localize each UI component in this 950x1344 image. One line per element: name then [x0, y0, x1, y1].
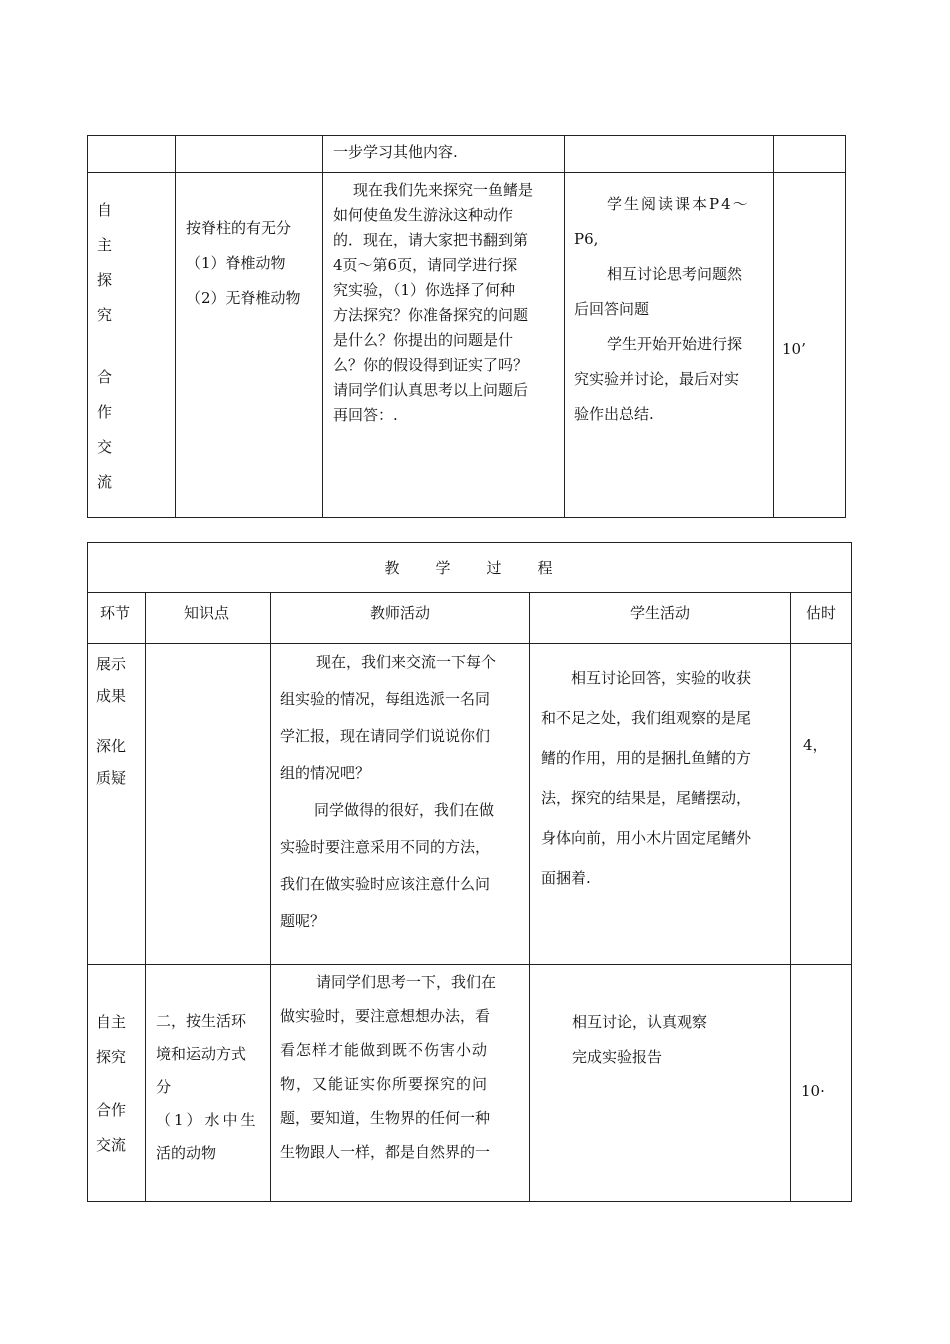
- teacher-text: 现在我们先来探究一鱼鳍是: [353, 181, 534, 199]
- table-title: 教 学 过 程: [384, 559, 555, 577]
- student-text: 和不足之处，我们组观察的是尾: [541, 709, 752, 727]
- section-cell: [88, 173, 176, 518]
- student-text: 相互讨论回答，实验的收获: [571, 669, 752, 687]
- teacher-text: 究实验，（1）你选择了何种: [333, 281, 516, 299]
- teacher-text: 物，又能证实你所要探究的问: [280, 1075, 489, 1093]
- teacher-text: 题呢？: [280, 912, 326, 930]
- knowledge-text: （2）无脊椎动物: [186, 289, 301, 307]
- teacher-text: 看怎样才能做到既不伤害小动: [280, 1041, 489, 1059]
- student-text: 鳍的作用，用的是捆扎鱼鳍的方: [541, 749, 752, 767]
- student-activity-cell: [530, 644, 791, 965]
- table-continuation: [87, 135, 846, 518]
- teacher-text: 我们在做实验时应该注意什么问: [280, 875, 491, 893]
- teacher-activity-cell: [271, 965, 530, 1202]
- time-cell: [774, 136, 846, 173]
- student-activity-cell: [565, 136, 774, 173]
- section-char: 究: [97, 306, 113, 324]
- teacher-text: 组的情况吧？: [280, 764, 371, 782]
- header-time: 估时: [791, 593, 852, 644]
- teacher-text: 的．现在，请大家把书翻到第: [333, 231, 529, 249]
- student-text: 相互讨论思考问题然: [607, 265, 743, 283]
- table-row: [88, 136, 846, 173]
- knowledge-text: 分: [156, 1078, 172, 1096]
- header-student: 学生活动: [530, 593, 791, 644]
- header-section: 环节: [88, 593, 146, 644]
- section-text: 交流: [96, 1136, 127, 1154]
- teacher-text: 实验时要注意采用不同的方法，: [280, 838, 491, 856]
- student-text: 法，探究的结果是，尾鳍摆动，: [541, 789, 752, 807]
- knowledge-cell: [146, 644, 271, 965]
- teacher-text: 组实验的情况，每组选派一名同: [280, 690, 491, 708]
- teacher-text: 题，要知道，生物界的任何一种: [280, 1109, 491, 1127]
- section-cell: [88, 136, 176, 173]
- teacher-text: 做实验时，要注意想想办法，看: [280, 1007, 491, 1025]
- section-text: 自主: [96, 1013, 127, 1031]
- teacher-text: 现在，我们来交流一下每个: [316, 653, 497, 671]
- teacher-text: 请同学们思考一下，我们在: [316, 973, 497, 991]
- teacher-text: 再回答：.: [333, 406, 398, 424]
- section-char: 作: [97, 403, 113, 421]
- table-row: [88, 965, 852, 1202]
- section-cell: [88, 644, 146, 965]
- student-text: 究实验并讨论，最后对实: [574, 370, 740, 388]
- teacher-text: 同学做得的很好，我们在做: [314, 801, 495, 819]
- time-cell: [791, 644, 852, 965]
- time-text: 10’: [782, 340, 806, 358]
- knowledge-text: 活的动物: [156, 1144, 217, 1162]
- knowledge-text: （1）脊椎动物: [186, 254, 286, 272]
- header-knowledge: 知识点: [146, 593, 271, 644]
- table-row: [88, 644, 852, 965]
- knowledge-cell: [146, 965, 271, 1202]
- student-text: 学生开始开始进行探: [607, 335, 743, 353]
- section-char: 探: [97, 271, 113, 289]
- time-cell: [791, 965, 852, 1202]
- teacher-text: 是什么？你提出的问题是什: [333, 331, 514, 349]
- time-text: 4，: [803, 736, 828, 754]
- section-char: 交: [97, 438, 113, 456]
- student-text: 学生阅读课本P4～: [607, 195, 750, 213]
- student-text: 完成实验报告: [572, 1048, 663, 1066]
- knowledge-text: （1）水中生: [156, 1111, 259, 1129]
- header-row: [88, 593, 852, 644]
- knowledge-text: 二，按生活环: [156, 1012, 247, 1030]
- student-activity-cell: [530, 965, 791, 1202]
- knowledge-text: 境和运动方式: [156, 1045, 247, 1063]
- teacher-text: 4页～第6页，请同学进行探: [333, 256, 518, 274]
- section-text: 成果: [96, 687, 127, 705]
- section-text: 探究: [96, 1048, 127, 1066]
- knowledge-cell: [176, 136, 323, 173]
- teacher-text: 方法探究？你准备探究的问题: [333, 306, 529, 324]
- teacher-activity-cell: [323, 173, 565, 518]
- teacher-activity-cell: [323, 136, 565, 173]
- teacher-text: 么？你的假设得到证实了吗？: [333, 356, 529, 374]
- table-title-cell: [88, 543, 852, 593]
- section-char: 流: [97, 473, 113, 491]
- time-cell: [774, 173, 846, 518]
- section-cell: [88, 965, 146, 1202]
- student-text: 面捆着.: [541, 869, 591, 887]
- student-text: 身体向前，用小木片固定尾鳍外: [541, 829, 752, 847]
- student-text: P6,: [574, 230, 599, 248]
- section-text: 合作: [96, 1101, 127, 1119]
- student-activity-cell: [565, 173, 774, 518]
- time-text: 10·: [801, 1082, 825, 1100]
- section-text: 深化: [96, 737, 127, 755]
- section-text: 质疑: [96, 769, 127, 787]
- teacher-text: 生物跟人一样，都是自然界的一: [280, 1143, 491, 1161]
- header-teacher: 教师活动: [271, 593, 530, 644]
- teaching-process-table: [87, 542, 852, 1202]
- section-char: 合: [97, 368, 113, 386]
- table-row: [88, 173, 846, 518]
- teacher-activity-cell: [271, 644, 530, 965]
- teacher-text: 请同学们认真思考以上问题后: [333, 381, 529, 399]
- student-text: 后回答问题: [574, 300, 650, 318]
- teacher-text: 一步学习其他内容.: [333, 143, 458, 161]
- teacher-text: 如何使鱼发生游泳这种动作: [333, 206, 514, 224]
- teacher-text: 学汇报，现在请同学们说说你们: [280, 727, 491, 745]
- student-text: 验作出总结.: [574, 405, 654, 423]
- section-char: 自: [97, 201, 113, 219]
- section-text: 展示: [96, 655, 127, 673]
- knowledge-cell: [176, 173, 323, 518]
- knowledge-text: 按脊柱的有无分: [186, 219, 292, 237]
- title-row: [88, 543, 852, 593]
- section-char: 主: [97, 236, 113, 254]
- student-text: 相互讨论，认真观察: [572, 1013, 708, 1031]
